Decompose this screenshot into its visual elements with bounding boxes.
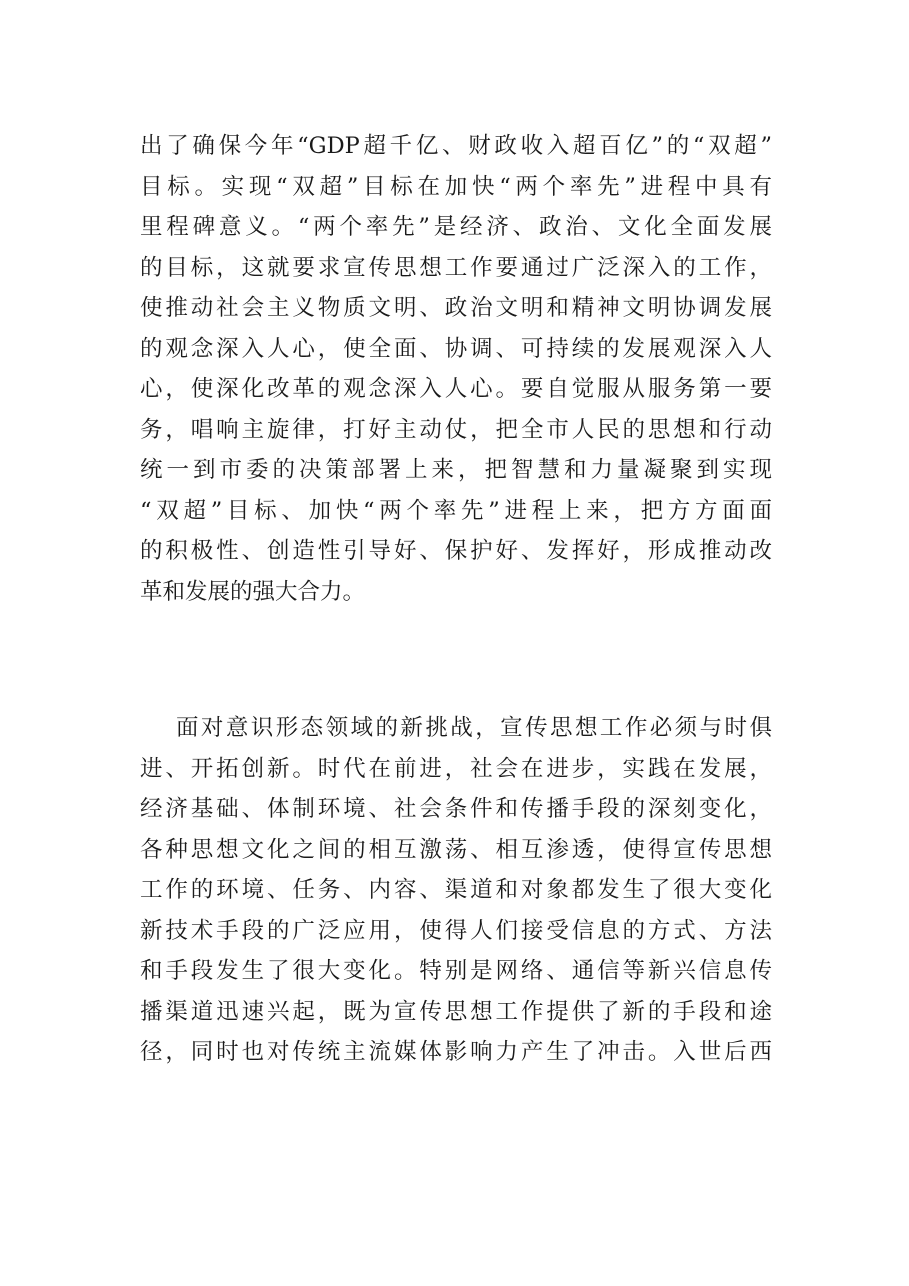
paragraph-1-line: 的观念深入人心，使全面、协调、可持续的发展观深入人: [140, 335, 772, 362]
paragraph-1-line: 出了确保今年“GDP超千亿、财政收入超百亿”的“双超”: [140, 133, 772, 159]
paragraph-1-line: 使推动社会主义物质文明、政治文明和精神文明协调发展: [140, 295, 772, 321]
paragraph-2-line: 进、开拓创新。时代在前进，社会在进步，实践在发展，: [140, 755, 772, 782]
paragraph-2-line: 和手段发生了很大变化。特别是网络、通信等新兴信息传: [140, 958, 772, 984]
paragraph-2-line: 工作的环境、任务、内容、渠道和对象都发生了很大变化: [140, 877, 772, 903]
paragraph-2-line: 播渠道迅速兴起，既为宣传思想工作提供了新的手段和途: [140, 998, 772, 1025]
paragraph-1-line: 务，唱响主旋律，打好主动仗，把全市人民的思想和行动: [140, 416, 772, 443]
paragraph-1-line: 的积极性、创造性引导好、保护好、发挥好，形成推动改: [140, 538, 772, 564]
paragraph-2: [140, 708, 772, 1073]
paragraph-2-line: 径，同时也对传统主流媒体影响力产生了冲击。入世后西: [140, 1039, 772, 1065]
paragraph-2-line: 面对意识形态领域的新挑战，宣传思想工作必须与时俱: [176, 715, 772, 741]
paragraph-1-line: “双超”目标、加快“两个率先”进程上来，把方方面面: [140, 497, 772, 524]
paragraph-1-line: 里程碑意义。“两个率先”是经济、政治、文化全面发展: [140, 214, 772, 240]
paragraph-1-line: 目标。实现“双超”目标在加快“两个率先”进程中具有: [140, 173, 772, 200]
paragraph-1-line: 统一到市委的决策部署上来，把智慧和力量凝聚到实现: [140, 457, 772, 483]
paragraph-1-line: 革和发展的强大合力。: [140, 578, 366, 605]
paragraph-1-line: 心，使深化改革的观念深入人心。要自觉服从服务第一要: [140, 376, 772, 402]
paragraph-1: [140, 126, 772, 612]
paragraph-2-line: 新技术手段的广泛应用，使得人们接受信息的方式、方法: [140, 917, 772, 944]
paragraph-2-line: 经济基础、体制环境、社会条件和传播手段的深刻变化，: [140, 796, 772, 822]
paragraph-2-line: 各种思想文化之间的相互激荡、相互渗透，使得宣传思想: [140, 836, 772, 863]
paragraph-1-line: 的目标，这就要求宣传思想工作要通过广泛深入的工作，: [140, 254, 772, 281]
